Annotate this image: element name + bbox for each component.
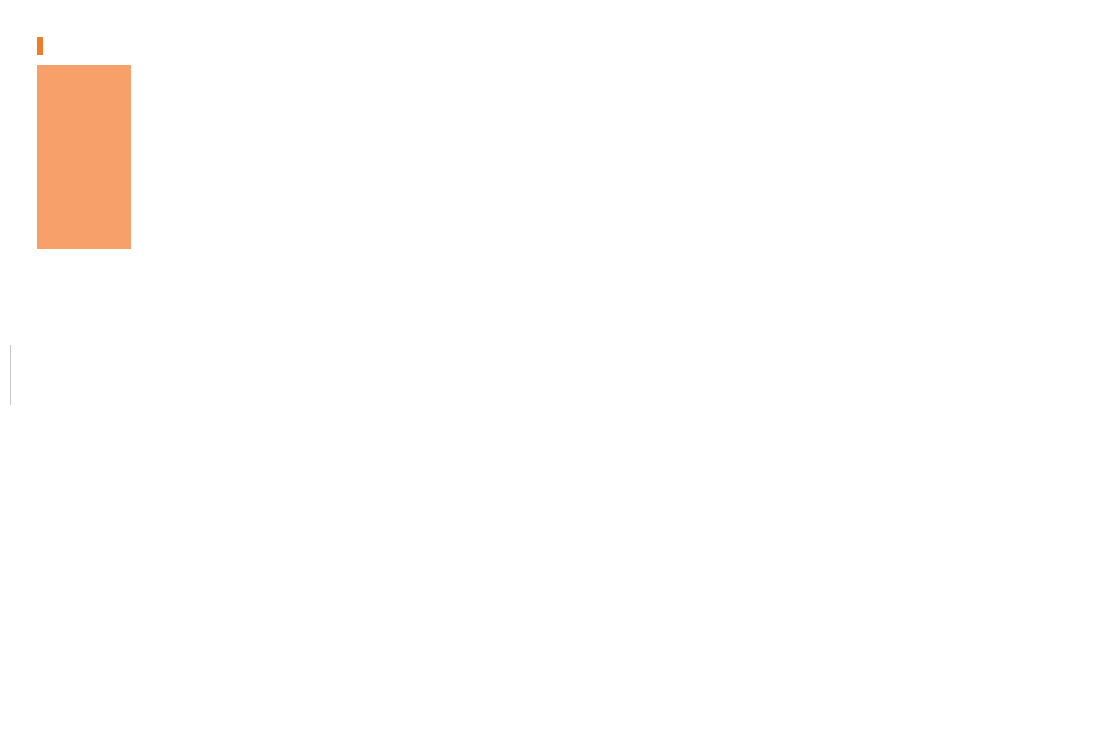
table-label xyxy=(37,37,43,55)
table-title xyxy=(37,37,47,55)
page-edge-marker xyxy=(0,345,11,405)
region-column-header xyxy=(37,65,131,249)
table-header xyxy=(37,65,1081,249)
